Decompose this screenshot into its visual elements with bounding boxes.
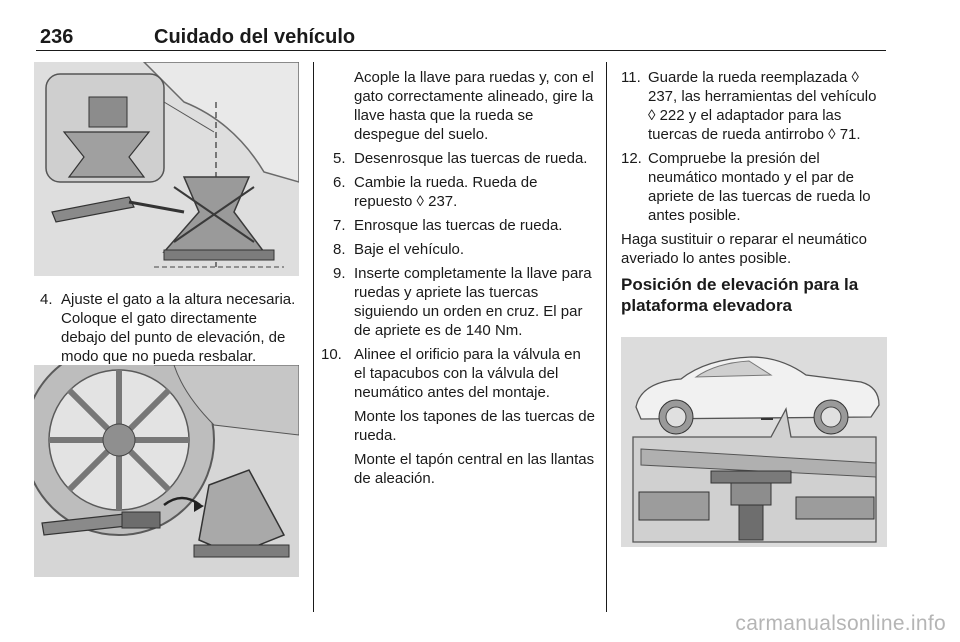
intro-paragraph: Acople la llave para ruedas y, con el gato correctamente alineado, gire la llave hasta que la rueda se despegue del suelo. <box>354 69 594 143</box>
watermark: carmanualsonline.info <box>735 612 946 635</box>
list-item <box>321 240 595 259</box>
lift-point-figure <box>621 337 887 547</box>
list-item <box>321 264 595 340</box>
step-text: Ajuste el gato a la altura necesaria. Coloque el gato directamente debajo del punto de elevación, de modo que no pueda resbalar. <box>61 291 296 365</box>
jack-placement-figure <box>34 62 299 276</box>
step-text: Compruebe la presión del neumático montado y el par de apriete de las tuercas de rueda lo antes posible. <box>648 150 871 224</box>
step-text: Desenrosque las tuercas de rueda. <box>354 150 588 167</box>
step-number: 12. <box>621 150 642 167</box>
list-item <box>621 68 887 144</box>
column-divider <box>313 62 314 612</box>
step-number: 8. <box>333 241 346 258</box>
middle-column-text <box>321 68 595 493</box>
step-text: Alinee el orificio para la válvula en el tapacubos con la válvula del neumático antes del montaje. <box>354 346 581 401</box>
step-text: Baje el vehículo. <box>354 241 465 258</box>
step-number: 11. <box>621 69 641 86</box>
step-number: 4. <box>40 291 53 308</box>
step-text: Cambie la rueda. Rueda de repuesto ◊ 237. <box>354 174 538 210</box>
column-divider <box>606 62 607 612</box>
step-number: 5. <box>333 150 346 167</box>
chapter-title: Cuidado del vehículo <box>154 26 356 48</box>
step-text: Inserte completamente la llave para ruedas y apriete las tuercas siguiendo un orden en cruz. El par de apriete es de 140 Nm. <box>354 265 592 339</box>
list-item <box>321 173 595 211</box>
sub-paragraph: Monte el tapón central en las llantas de aleación. <box>354 451 595 487</box>
step-number: 7. <box>333 217 346 234</box>
list-item <box>321 149 595 168</box>
right-column-text <box>621 68 887 316</box>
step-text: Guarde la rueda reemplazada ◊ 237, las herramientas del vehículo ◊ 222 y el adaptador para las tuercas de rueda antirrobo ◊ 71. <box>648 69 877 143</box>
sub-paragraph: Monte los tapones de las tuercas de rueda. <box>354 408 595 444</box>
jack-wrench-figure <box>34 365 299 577</box>
page-number: 236 <box>40 26 74 48</box>
advice-paragraph: Haga sustituir o reparar el neumático averiado lo antes posible. <box>621 231 867 267</box>
step-number: 10. <box>321 346 342 363</box>
list-item <box>621 149 887 225</box>
left-column-text <box>40 290 300 371</box>
section-heading: Posición de elevación para la plataforma elevadora <box>621 275 859 315</box>
page-header <box>36 26 886 51</box>
list-item <box>321 345 595 402</box>
step-text: Enrosque las tuercas de rueda. <box>354 217 563 234</box>
list-item <box>40 290 300 366</box>
step-number: 6. <box>333 174 346 191</box>
list-item <box>321 216 595 235</box>
step-number: 9. <box>333 265 346 282</box>
